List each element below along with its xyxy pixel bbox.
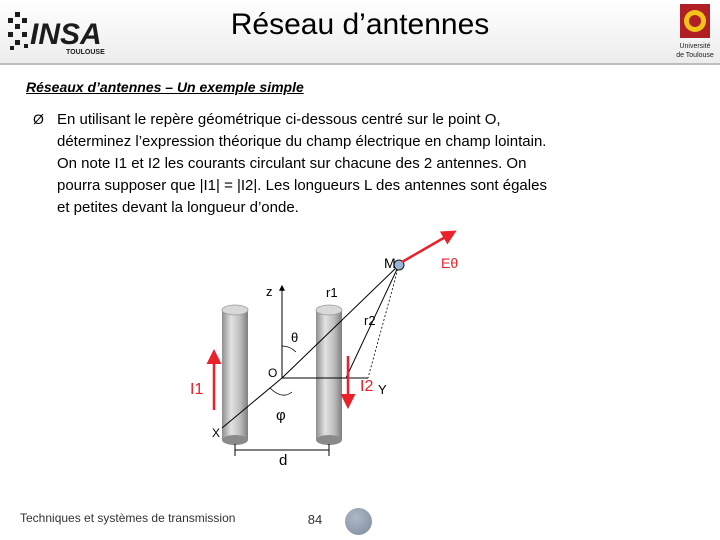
label-x: X — [212, 426, 221, 440]
label-o: O — [268, 366, 278, 380]
bullet-arrow-icon: Ø — [33, 111, 44, 127]
label-z: z — [266, 284, 273, 299]
insa-logo-text: INSA — [30, 18, 102, 51]
header-divider — [0, 63, 720, 65]
antenna-array-diagram — [186, 228, 486, 468]
label-m: M — [384, 255, 396, 271]
universite-logo-line2: de Toulouse — [676, 52, 714, 59]
phi-arc — [270, 388, 292, 395]
slide-title: Réseau d’antennes — [230, 8, 490, 41]
label-r1: r1 — [326, 285, 338, 300]
universite-logo-line1: Université — [679, 43, 711, 50]
label-phi: φ — [276, 407, 286, 424]
bullet-line: En utilisant le repère géométrique ci-dessous centré sur le point O, — [57, 111, 501, 128]
insa-logo-subtext: TOULOUSE — [66, 49, 105, 56]
bullet-line: et petites devant la longueur d’onde. — [57, 199, 299, 216]
antenna-2 — [316, 305, 342, 445]
label-theta: θ — [291, 330, 299, 345]
antenna-1 — [222, 305, 248, 445]
theta-arc — [282, 346, 296, 352]
page-number: 84 — [307, 512, 323, 527]
label-d: d — [279, 452, 288, 468]
footer-decoration-dot — [345, 508, 372, 535]
bullet-text — [57, 109, 667, 219]
label-r2: r2 — [364, 313, 376, 328]
section-subtitle: Réseaux d’antennes – Un exemple simple — [26, 79, 304, 95]
label-i2: I2 — [360, 378, 374, 395]
footer-course-title: Techniques et systèmes de transmission — [20, 511, 236, 525]
label-e-theta: Eθ — [441, 255, 459, 271]
bullet-line: déterminez l’expression théorique du champ électrique en champ lointain. — [57, 133, 547, 150]
universite-toulouse-logo — [672, 2, 718, 62]
label-i1: I1 — [190, 381, 204, 398]
bullet-line: On note I1 et I2 les courants circulant sur chacune des 2 antennes. On — [57, 155, 527, 172]
label-y: Y — [378, 382, 387, 397]
bullet-line: pourra supposer que |I1| = |I2|. Les longueurs L des antennes sont égales — [57, 177, 547, 194]
